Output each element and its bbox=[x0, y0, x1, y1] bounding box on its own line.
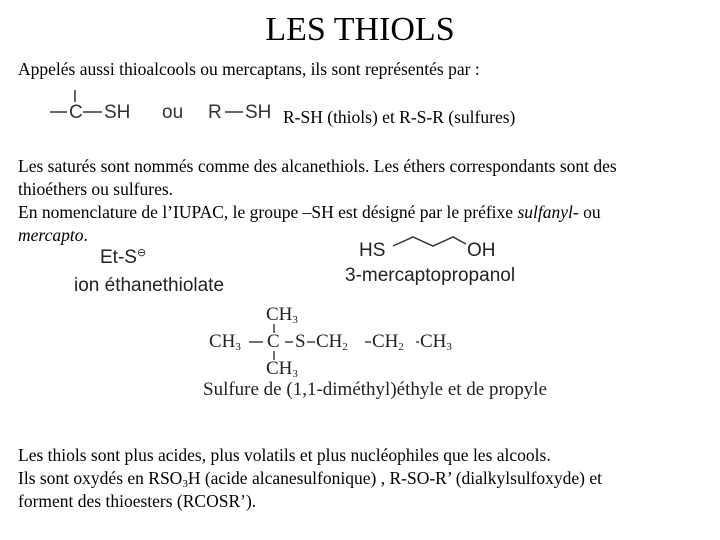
page-title: LES THIOLS bbox=[265, 11, 455, 48]
hs-group: HS bbox=[359, 240, 386, 261]
iupac-text-or: ou bbox=[578, 202, 601, 222]
formula-ou: ou bbox=[162, 102, 184, 123]
sulfur-atom: S bbox=[295, 331, 306, 352]
ch3-left bbox=[209, 331, 241, 353]
sulfide-structure bbox=[205, 302, 465, 382]
oh-group: OH bbox=[467, 240, 496, 261]
formula-sh-2: SH bbox=[245, 102, 272, 123]
ch3-right-sub: 3 bbox=[446, 341, 452, 353]
thiolate-formula bbox=[100, 247, 146, 269]
formula-r: R bbox=[208, 102, 222, 123]
paragraph-1-line-2: thioéthers ou sulfures. bbox=[18, 179, 174, 199]
period: . bbox=[83, 225, 88, 245]
ch2-a bbox=[316, 331, 348, 353]
quaternary-carbon: C bbox=[267, 331, 280, 352]
paragraph-1-line-1: Les saturés sont nommés comme des alcanethiols. Les éthers correspondants sont des bbox=[18, 156, 617, 176]
ch3-top-text: CH bbox=[266, 304, 293, 325]
ch3-top-sub: 3 bbox=[292, 314, 298, 326]
ch2-a-sub: 2 bbox=[342, 341, 348, 353]
oxidation-text: Ils sont oxydés en RSO bbox=[18, 468, 183, 488]
thiolate-name: ion éthanethiolate bbox=[74, 275, 225, 296]
iupac-text: En nomenclature de l’IUPAC, le groupe –SH est désigné par le préfixe bbox=[18, 202, 518, 222]
ch2-a-text: CH bbox=[316, 331, 343, 352]
ch3-bottom-sub: 3 bbox=[292, 368, 298, 380]
prefix-sulfanyl: sulfanyl- bbox=[517, 202, 579, 222]
thiol-general-formula bbox=[40, 88, 290, 130]
ch3-top bbox=[266, 304, 298, 326]
paragraph-1-line-3 bbox=[18, 201, 601, 223]
oxidation-sub: 3 bbox=[182, 478, 188, 490]
paragraph-1-line-4 bbox=[18, 224, 88, 246]
intro-text: Appelés aussi thioalcools ou mercaptans, ils sont représentés par : bbox=[18, 59, 480, 79]
formula-sh-1: SH bbox=[104, 102, 131, 123]
paragraph-2-line-1: Les thiols sont plus acides, plus volatils et plus nucléophiles que les alcools. bbox=[18, 445, 551, 465]
negative-charge-icon: ⊖ bbox=[136, 247, 147, 259]
sulfide-name: Sulfure de (1,1-diméthyl)éthyle et de propyle bbox=[203, 379, 548, 400]
thiolate-formula-text: Et-S bbox=[100, 247, 137, 268]
oxidation-text-rest: H (acide alcanesulfonique) , R-SO-R’ (dialkylsulfoxyde) et bbox=[187, 468, 603, 488]
paragraph-2-line-3: forment des thioesters (RCOSR’). bbox=[18, 491, 257, 511]
paragraph-2-line-2 bbox=[18, 467, 602, 489]
ch2-b-text: CH bbox=[372, 331, 399, 352]
ch3-right bbox=[420, 331, 452, 353]
ch2-b-sub: 2 bbox=[398, 341, 404, 353]
ch2-b bbox=[372, 331, 404, 353]
ch3-right-text: CH bbox=[420, 331, 447, 352]
prefix-mercapto: mercapto bbox=[18, 225, 84, 245]
formula-note: R-SH (thiols) et R-S-R (sulfures) bbox=[283, 107, 516, 127]
mercaptopropanol-name: 3-mercaptopropanol bbox=[345, 265, 516, 286]
formula-carbon: C bbox=[69, 102, 83, 123]
ch3-left-text: CH bbox=[209, 331, 236, 352]
ch3-left-sub: 3 bbox=[235, 341, 241, 353]
ch3-bottom-text: CH bbox=[266, 358, 293, 379]
ch3-bottom bbox=[266, 358, 298, 380]
mercaptopropanol-structure bbox=[355, 232, 505, 268]
